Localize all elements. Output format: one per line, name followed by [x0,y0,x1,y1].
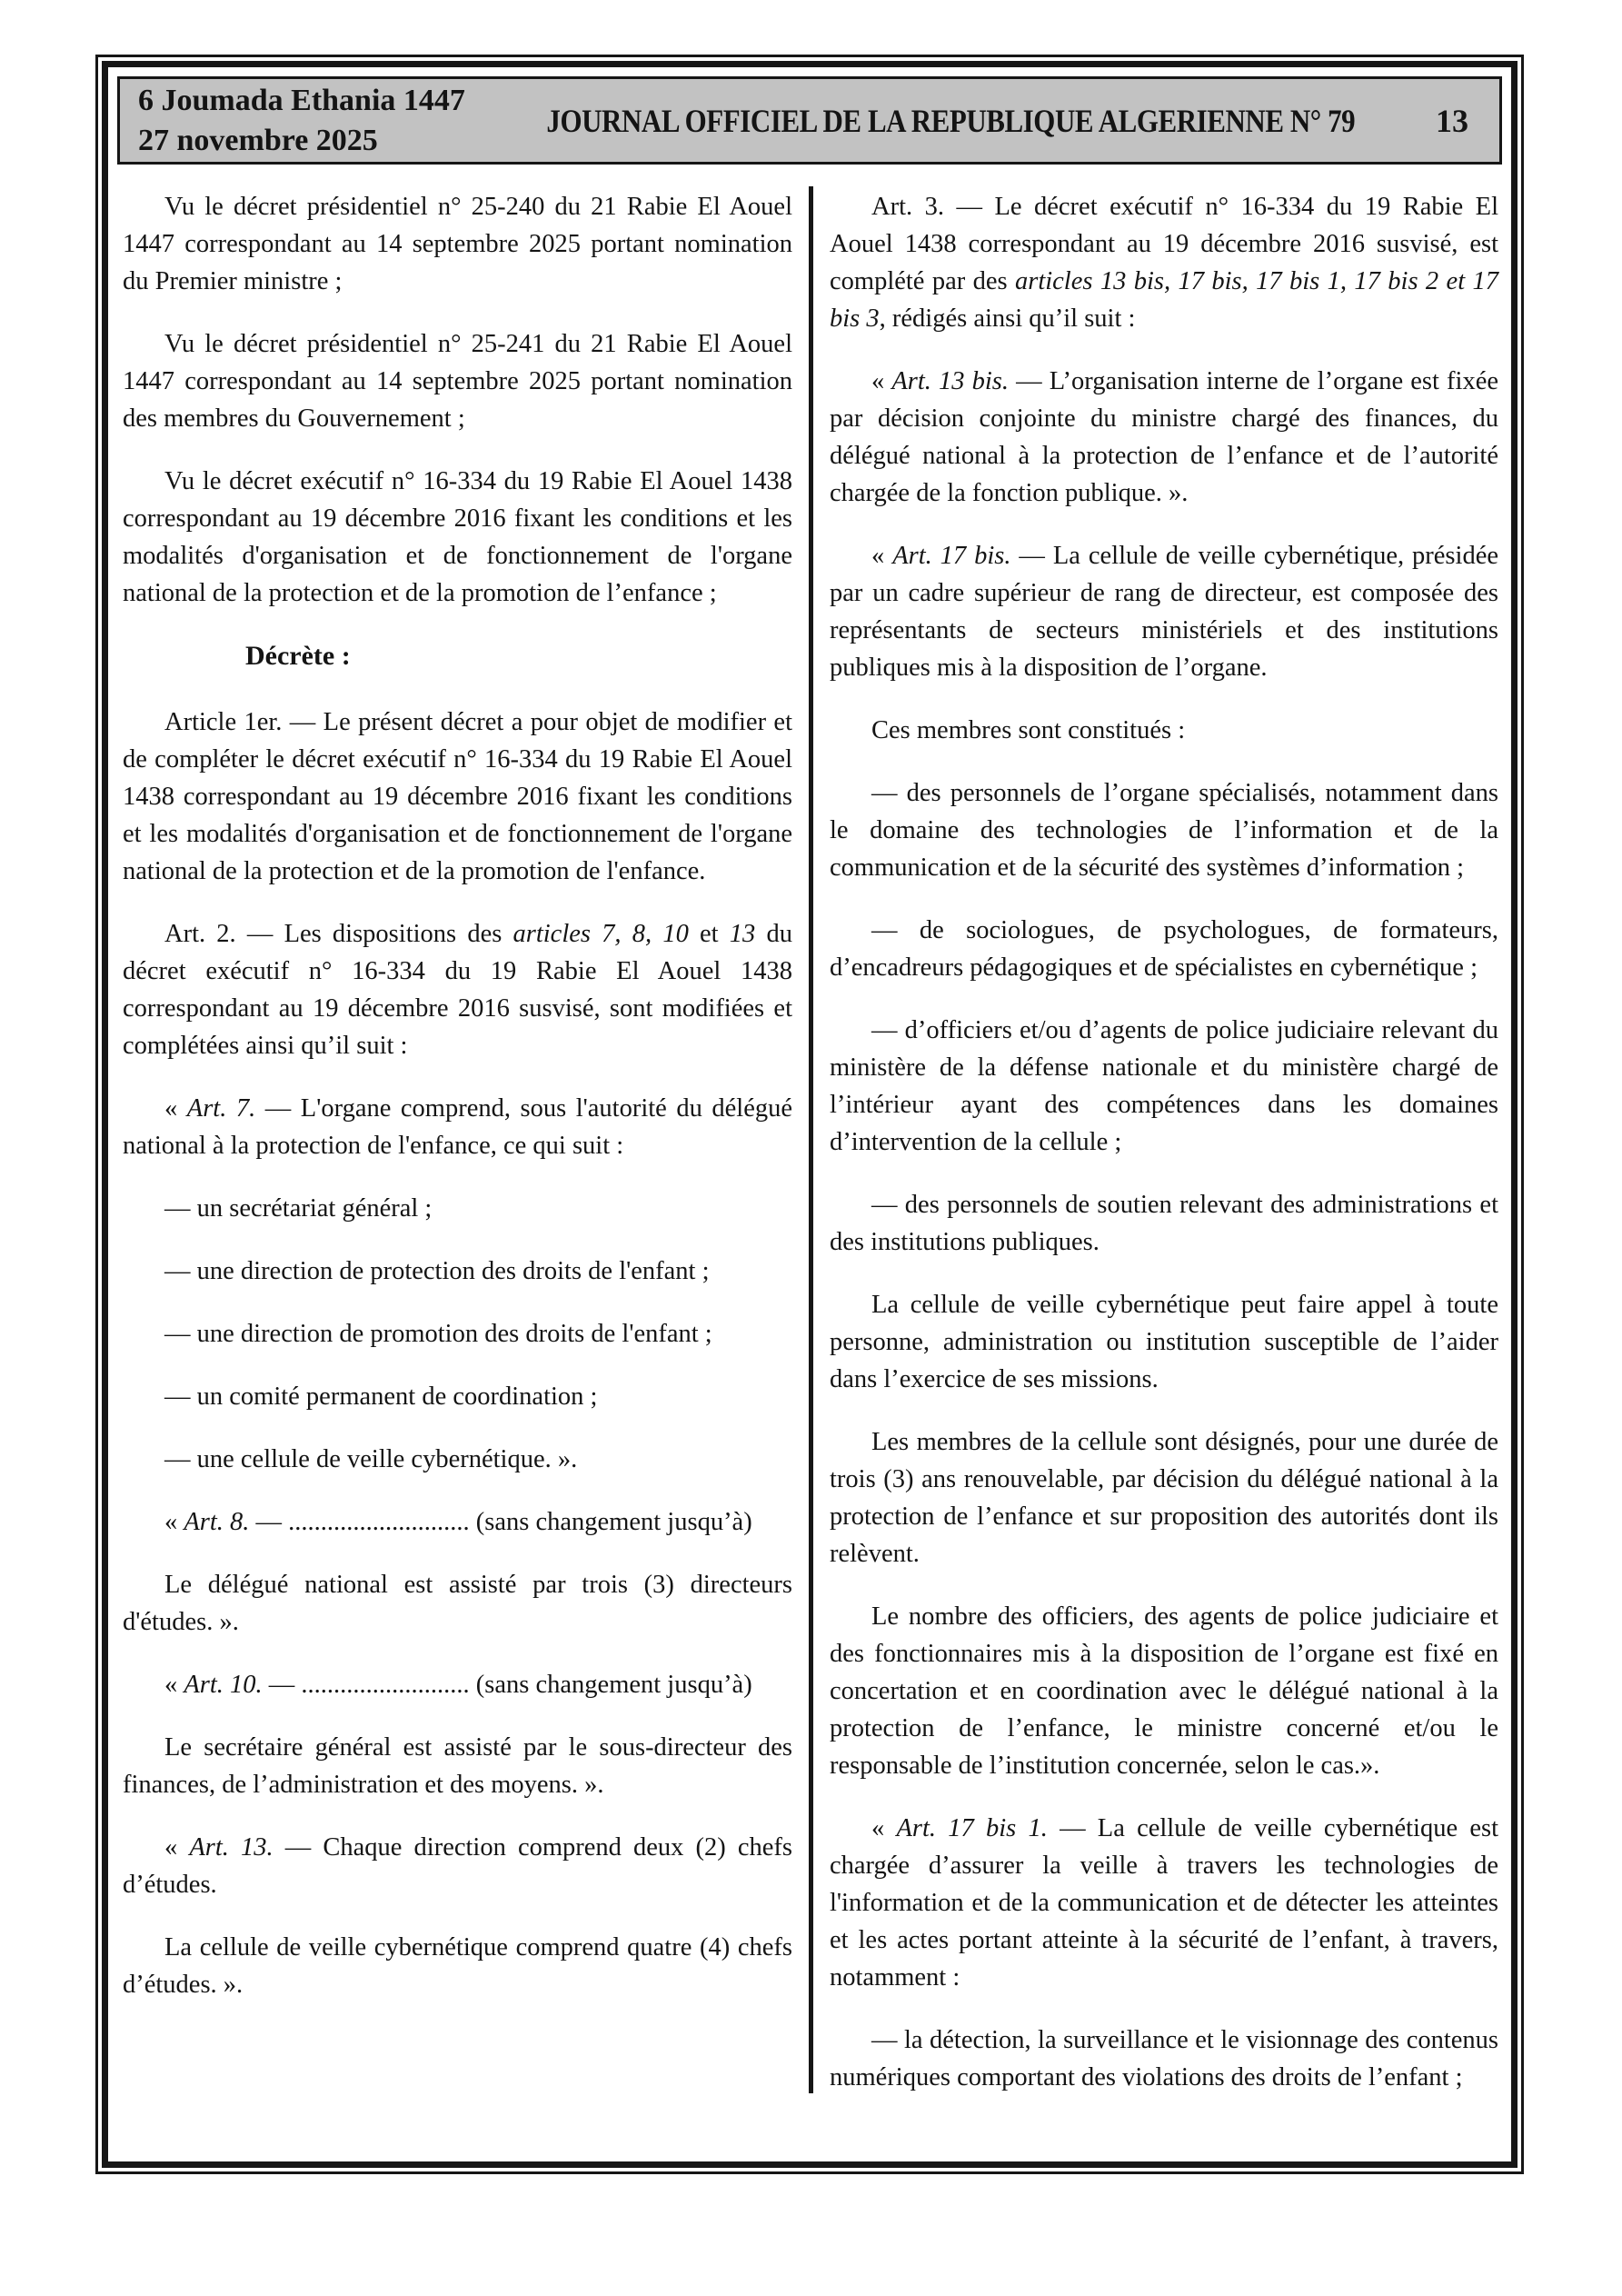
text-run: et [688,920,730,948]
text-run: Article 1er. — Le présent décret a pour objet de modifier et de compléter le décret exécutif n° 16-334 du 19 Rabie El Aouel 1438 correspondant au 19 décembre 2016 fixant les conditions et les modalités d'organisation et de fonctionnement de l'organe national de la protection et de la promotion de l'enfance. [123,708,792,885]
text-run: — La cellule de veille cybernétique est chargée d’assurer la veille à travers les technologies de l'information et de la communication et de détecter les atteintes et les actes portant atteinte à la sécurité de l’enfant, à travers, notamment : [830,1814,1498,1992]
gregorian-date: 27 novembre 2025 [138,123,378,157]
article-ref-italic: Art. 17 bis. [892,542,1011,570]
paragraph [830,188,1498,337]
text-run: Art. 2. — Les dispositions des [164,920,513,948]
paragraph [830,1286,1498,1398]
paragraph [123,915,792,1064]
paragraph [830,712,1498,749]
page-number: 13 [1436,102,1468,139]
text-run: — d’officiers et/ou d’agents de police judiciaire relevant du ministère de la défense nationale et du ministère chargé de l’intérieur ayant des compétences dans les domaines d’intervention de la cellule ; [830,1016,1498,1156]
paragraph [123,1729,792,1803]
text-run: « [164,1833,190,1862]
journal-title: JOURNAL OFFICIEL DE LA REPUBLIQUE ALGERIENNE N° 79 [546,102,1355,139]
text-run: Vu le décret présidentiel n° 25-240 du 21 Rabie El Aouel 1447 correspondant au 14 septembre 2025 portant nomination du Premier ministre ; [123,193,792,295]
content-columns [123,188,1498,2121]
text-run: — des personnels de soutien relevant des administrations et des institutions publiques. [830,1191,1498,1256]
text-run: Vu le décret présidentiel n° 25-241 du 21 Rabie El Aouel 1447 correspondant au 14 septembre 2025 portant nomination des membres du Gouvernement ; [123,330,792,433]
text-run: — une cellule de veille cybernétique. ». [164,1445,578,1473]
paragraph [123,1829,792,1903]
article-ref-italic: Art. 13. [189,1833,274,1862]
text-run: Décrète : [245,641,351,671]
paragraph [123,463,792,612]
paragraph [123,1566,792,1641]
text-run: — une direction de protection des droits de l'enfant ; [164,1257,710,1285]
page-frame [95,55,1524,2174]
paragraph [123,704,792,890]
text-run: — la détection, la surveillance et le visionnage des contenus numériques comportant des violations des droits de l’enfant ; [830,2026,1498,2091]
paragraph [830,1423,1498,1572]
paragraph [830,1598,1498,1784]
text-run: — une direction de promotion des droits de l'enfant ; [164,1320,712,1348]
text-run: « [164,1094,187,1123]
right-column [830,188,1498,2121]
text-run: — ............................ (sans changement jusqu’à) [249,1508,752,1536]
text-run: , rédigés ainsi qu’il suit : [879,304,1136,333]
paragraph [123,1929,792,2003]
paragraph [123,1315,792,1353]
paragraph [123,1378,792,1415]
text-run: — L'organe comprend, sous l'autorité du délégué national à la protection de l'enfance, ce qui suit : [123,1094,792,1160]
text-run: Vu le décret exécutif n° 16-334 du 19 Rabie El Aouel 1438 correspondant au 19 décembre 2016 fixant les conditions et les modalités d'organisation et de fonctionnement de l'organe national de la protection et de la promotion de l’enfance ; [123,467,792,607]
text-run: « [164,1508,184,1536]
hijri-date: 6 Joumada Ethania 1447 [138,83,465,117]
text-run: Le secrétaire général est assisté par le sous-directeur des finances, de l’administration et des moyens. ». [123,1733,792,1799]
text-run: — un secrétariat général ; [164,1194,433,1223]
paragraph [830,774,1498,886]
text-run: « [871,542,893,570]
text-run: — L’organisation interne de l’organe est fixée par décision conjointe du ministre chargé des finances, du délégué national à la protection de l’enfance et de l’autorité chargée de la fonction publique. ». [830,367,1499,507]
text-run: — Chaque direction comprend deux (2) chefs d’études. [123,1833,793,1899]
paragraph [830,1186,1498,1261]
paragraph [123,1666,792,1703]
article-ref-italic: Art. 10. [184,1671,263,1699]
paragraph [830,363,1498,512]
article-ref-italic: Art. 13 bis. [891,367,1010,395]
left-column [123,188,792,2029]
page-frame-inner [102,61,1518,2168]
text-run: La cellule de veille cybernétique comprend quatre (4) chefs d’études. ». [123,1933,792,1999]
paragraph [123,188,792,300]
paragraph [123,1090,792,1164]
paragraph [830,1012,1498,1161]
article-ref-italic: Art. 8. [184,1508,250,1536]
paragraph [830,1810,1498,1996]
text-run: Les membres de la cellule sont désignés, pour une durée de trois (3) ans renouvelable, par décision du délégué national à la protection de l’enfance et sur proposition des autorités dont ils relèvent. [830,1428,1498,1568]
text-run: — un comité permanent de coordination ; [164,1383,598,1411]
text-run: « [871,1814,897,1842]
text-run: « [871,367,892,395]
column-divider [809,186,813,2093]
text-run: — .......................... (sans changement jusqu’à) [262,1671,752,1699]
header-dates [120,81,465,160]
text-run: — des personnels de l’organe spécialisés, notamment dans le domaine des technologies de l’information et de la communication et de la sécurité des systèmes d’information ; [830,779,1498,882]
text-run: du décret exécutif n° 16-334 du 19 Rabie El Aouel 1438 correspondant au 19 décembre 2016 susvisé, sont modifiées et complétées ainsi qu’il suit : [123,920,792,1060]
decree-heading [245,637,792,674]
paragraph [123,1253,792,1290]
page-header [117,76,1502,165]
text-run: Art. 3. — Le décret exécutif n° 16-334 du 19 Rabie El Aouel 1438 correspondant au 19 décembre 2016 susvisé, est complété par des [830,193,1498,295]
paragraph [123,1503,792,1541]
text-run: La cellule de veille cybernétique peut faire appel à toute personne, administration ou institution susceptible de l’aider dans l’exercice de ses missions. [830,1291,1498,1393]
text-run: Le nombre des officiers, des agents de police judiciaire et des fonctionnaires mis à la disposition de l’organe est fixé en concertation et en coordination avec le délégué national à la protection de l’enfance, le ministre concerné et/ou le responsable de l’institution concernée, selon le cas.». [830,1602,1498,1780]
paragraph [830,912,1498,986]
text-run: « [164,1671,184,1699]
text-run: Ces membres sont constitués : [871,716,1186,744]
journal-title-wrap [465,102,1436,140]
paragraph [830,537,1498,686]
paragraph [830,2021,1498,2096]
paragraph [123,1441,792,1478]
article-ref-italic: Art. 7. [186,1094,256,1123]
article-ref-italic: Art. 17 bis 1. [896,1814,1048,1842]
paragraph [123,325,792,437]
text-run: — de sociologues, de psychologues, de formateurs, d’encadreurs pédagogiques et de spécialistes en cybernétique ; [830,916,1498,982]
article-ref-italic: articles 13 bis, 17 bis, 17 bis 1, 17 bis 2 et 17 bis 3 [830,267,1499,333]
article-ref-italic: 13 [729,920,756,948]
paragraph [123,1190,792,1227]
article-ref-italic: articles 7, 8, 10 [512,920,689,948]
text-run: — La cellule de veille cybernétique, présidée par un cadre supérieur de rang de directeur, est composée des représentants de secteurs ministériels et des institutions publiques mis à la disposition de l’organe. [830,542,1498,682]
text-run: Le délégué national est assisté par trois (3) directeurs d'études. ». [123,1571,792,1636]
